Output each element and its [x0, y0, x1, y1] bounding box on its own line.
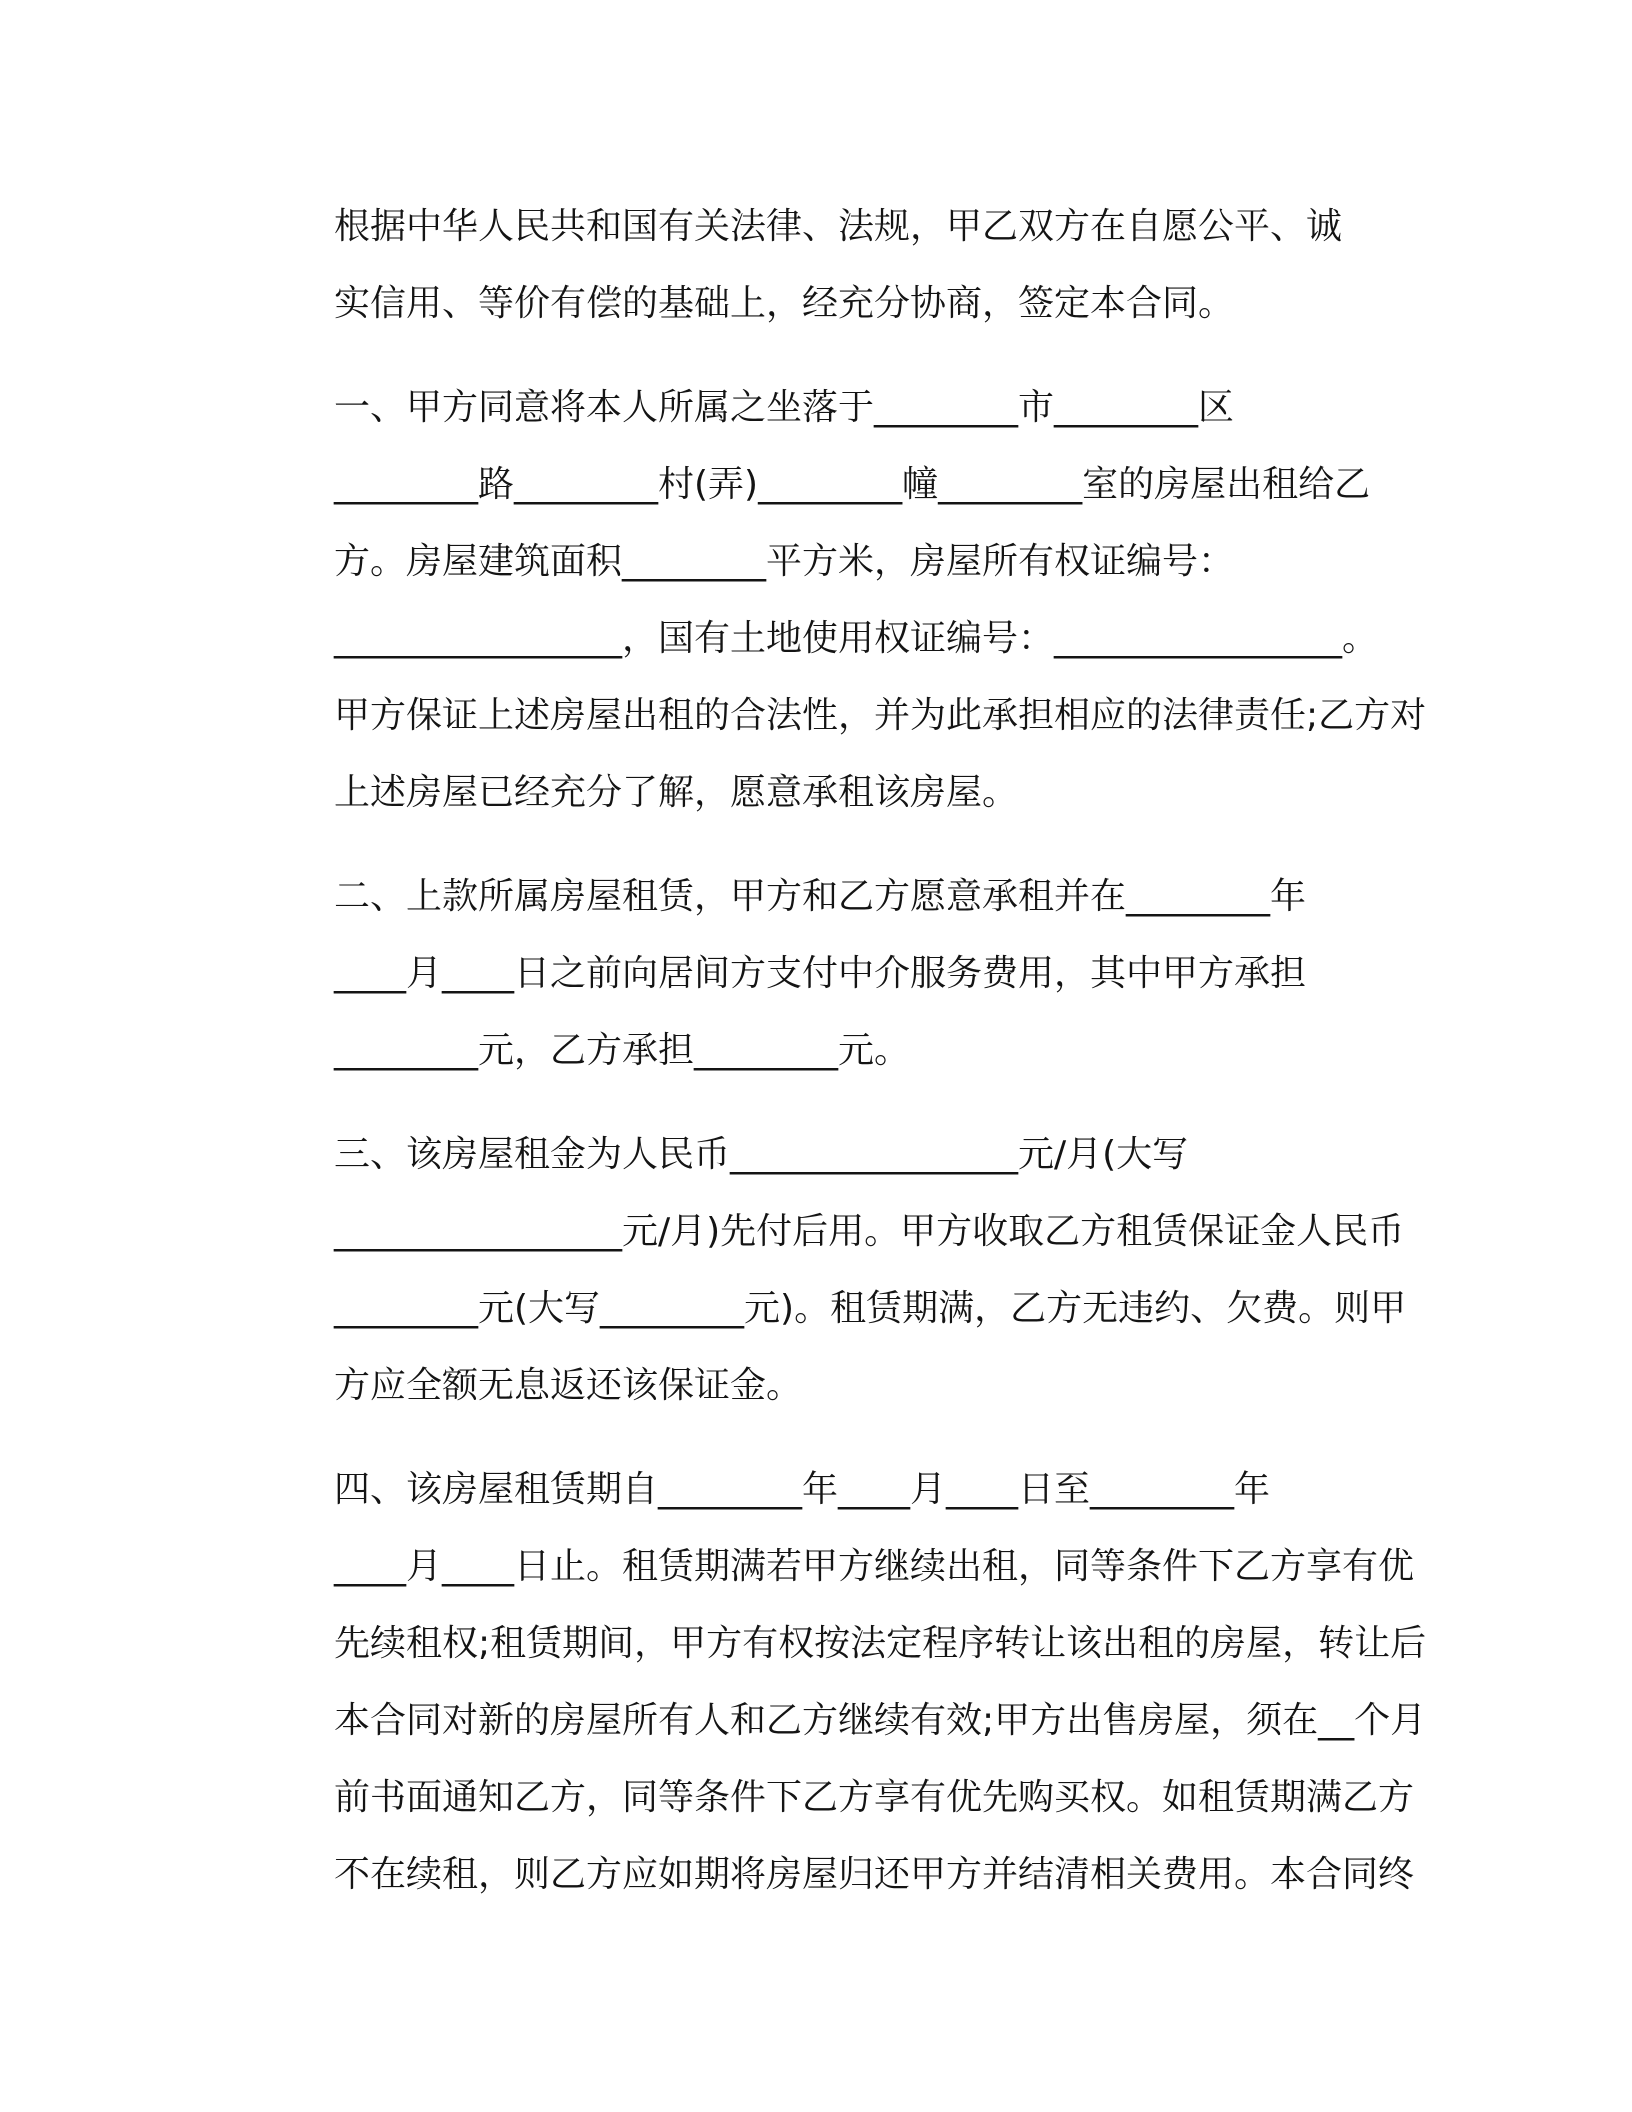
text-line: 根据中华人民共和国有关法律、法规，甲乙双方在自愿公平、诚 [334, 206, 1343, 247]
text-line: 前书面通知乙方，同等条件下乙方享有优先购买权。如租赁期满乙方 [334, 1777, 1415, 1818]
text-line: ________元，乙方承担________元。 [334, 1030, 911, 1071]
paragraph-clause-1 [240, 369, 1427, 831]
text-line: 一、甲方同意将本人所属之坐落于________市________区 [334, 387, 1235, 428]
paragraph-clause-2 [240, 858, 1380, 1089]
text-line: 方。房屋建筑面积________平方米，房屋所有权证编号： [334, 541, 1235, 582]
contract-body [240, 188, 1427, 1913]
text-line: ____月____日之前向居间方支付中介服务费用，其中甲方承担 [334, 953, 1307, 994]
paragraph-clause-3 [240, 1116, 1407, 1424]
text-line: 上述房屋已经充分了解，愿意承租该房屋。 [334, 772, 1019, 813]
text-line: 方应全额无息返还该保证金。 [334, 1365, 803, 1406]
text-line: 二、上款所属房屋租赁，甲方和乙方愿意承租并在________年 [334, 876, 1307, 917]
text-line: 本合同对新的房屋所有人和乙方继续有效;甲方出售房屋，须在__个月 [334, 1700, 1427, 1741]
text-line: ________路________村(弄)________幢________室的房屋出租给乙 [334, 464, 1371, 505]
text-line: ________________，国有土地使用权证编号：________________。 [334, 618, 1379, 659]
text-line: 不在续租，则乙方应如期将房屋归还甲方并结清相关费用。本合同终 [334, 1854, 1415, 1895]
text-line: 实信用、等价有偿的基础上，经充分协商，签定本合同。 [334, 283, 1235, 324]
text-line: ________________元/月)先付后用。甲方收取乙方租赁保证金人民币 [334, 1211, 1405, 1252]
paragraph-gap [240, 342, 1380, 369]
text-line: ____月____日止。租赁期满若甲方继续出租，同等条件下乙方享有优 [334, 1546, 1415, 1587]
text-line: ________元(大写________元)。租赁期满，乙方无违约、欠费。则甲 [334, 1288, 1407, 1329]
paragraph-gap [240, 1424, 1380, 1451]
paragraph-gap [240, 831, 1380, 858]
paragraph-preamble [240, 188, 1380, 342]
text-line: 三、该房屋租金为人民币________________元/月(大写 [334, 1134, 1189, 1175]
paragraph-gap [240, 1089, 1380, 1116]
paragraph-clause-4 [240, 1451, 1427, 1913]
text-line: 甲方保证上述房屋出租的合法性，并为此承担相应的法律责任;乙方对 [334, 695, 1427, 736]
text-line: 四、该房屋租赁期自________年____月____日至________年 [334, 1469, 1271, 1510]
text-line: 先续租权;租赁期间，甲方有权按法定程序转让该出租的房屋，转让后 [334, 1623, 1427, 1664]
